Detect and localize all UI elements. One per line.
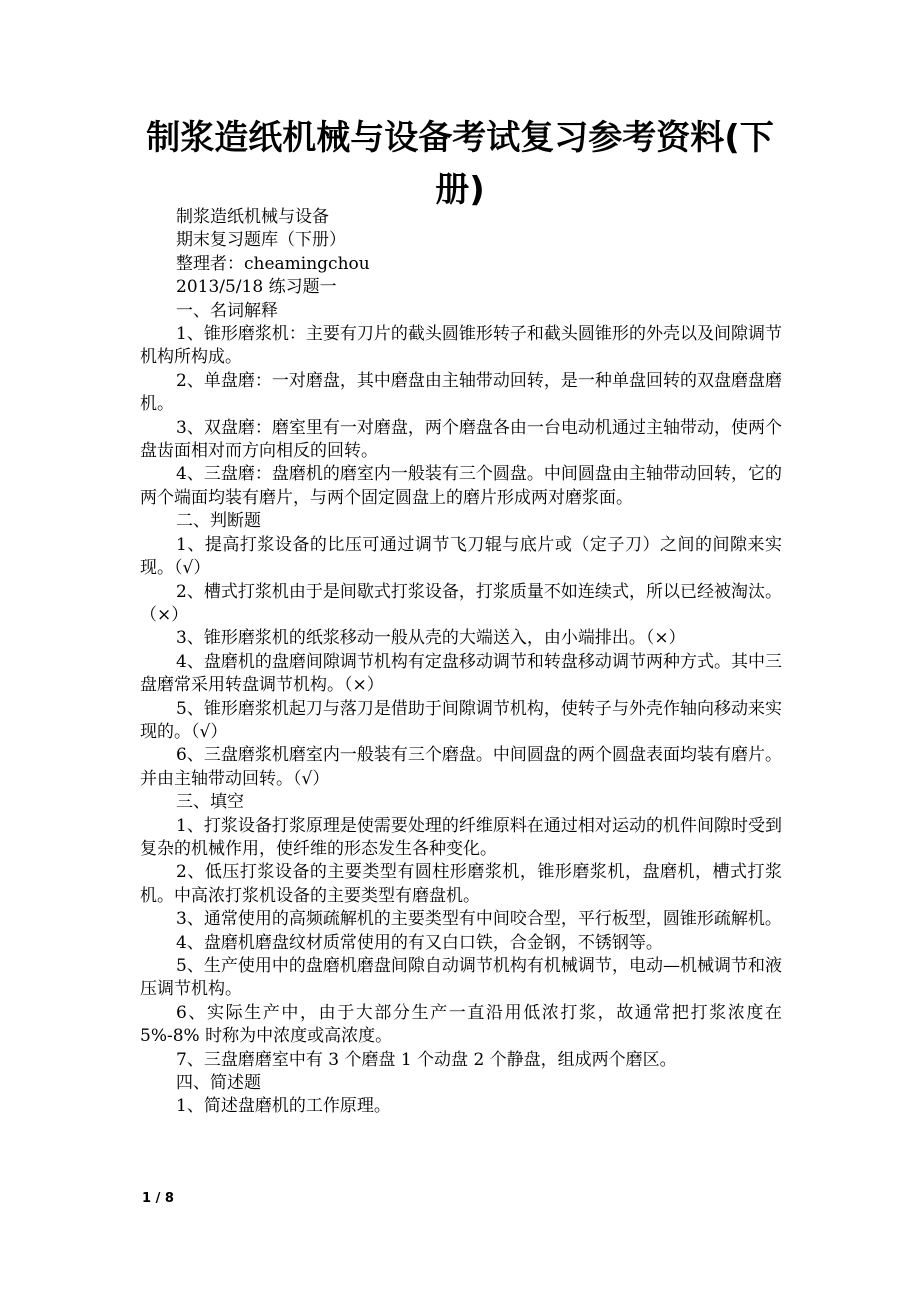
section-heading: 三、填空	[176, 792, 244, 813]
paragraph: 制浆造纸机械与设备	[176, 207, 329, 227]
paragraph: 2、单盘磨：一对磨盘，其中磨盘由主轴带动回转，是一种单盘回转的双盘磨盘磨机。	[140, 370, 782, 415]
paragraph: 2013/5/18 练习题一	[176, 277, 337, 298]
paragraph: 3、通常使用的高频疏解机的主要类型有中间咬合型，平行板型，圆锥形疏解机。	[176, 909, 782, 930]
section-heading: 二、判断题	[176, 511, 261, 532]
paragraph: 5、生产使用中的盘磨机磨盘间隙自动调节机构有机械调节，电动—机械调节和液压调节机构。	[140, 956, 782, 1000]
paragraph: 2、槽式打浆机由于是间歇式打浆设备，打浆质量不如连续式，所以已经被淘汰。（×）	[140, 581, 782, 625]
paragraph: 4、盘磨机磨盘纹材质常使用的有又白口铁，合金钢，不锈钢等。	[176, 932, 663, 953]
paragraph: 1、提高打浆设备的比压可通过调节飞刀辊与底片或（定子刀）之间的间隙来实现。（√）	[140, 534, 782, 579]
paragraph: 3、双盘磨：磨室里有一对磨盘，两个磨盘各由一台电动机通过主轴带动，使两个盘齿面相对而方向相反的回转。	[140, 417, 782, 462]
paragraph: 4、三盘磨：盘磨机的磨室内一般装有三个圆盘。中间圆盘由主轴带动回转，它的两个端面均装有磨片，与两个固定圆盘上的磨片形成两对磨浆面。	[140, 464, 782, 508]
paragraph: 3、锥形磨浆机的纸浆移动一般从壳的大端送入，由小端排出。（×）	[176, 628, 686, 649]
paragraph: 6、三盘磨浆机磨室内一般装有三个磨盘。中间圆盘的两个圆盘表面均装有磨片。并由主轴带动回转。（√）	[140, 745, 782, 789]
paragraph: 1、锥形磨浆机：主要有刀片的截头圆锥形转子和截头圆锥形的外壳以及间隙调节机构所构成。	[140, 324, 782, 368]
paragraph: 6、实际生产中，由于大部分生产一直沿用低浓打浆，故通常把打浆浓度在5%-8% 时称为中浓度或高浓度。	[140, 1002, 782, 1047]
paragraph: 1、简述盘磨机的工作原理。	[176, 1096, 391, 1117]
paragraph: 4、盘磨机的盘磨间隙调节机构有定盘移动调节和转盘移动调节两种方式。其中三盘磨常采用转盘调节机构。（×）	[140, 651, 782, 696]
section-heading: 四、简述题	[176, 1073, 261, 1094]
paragraph: 5、锥形磨浆机起刀与落刀是借助于间隙调节机构，使转子与外壳作轴向移动来实现的。（√）	[140, 698, 782, 742]
paragraph: 期末复习题库（下册）	[176, 230, 346, 251]
document-body	[140, 206, 782, 1119]
page-number: 1 / 8	[142, 1191, 174, 1206]
paragraph: 2、低压打浆设备的主要类型有圆柱形磨浆机，锥形磨浆机，盘磨机，槽式打浆机。中高浓打浆机设备的主要类型有磨盘机。	[140, 862, 782, 906]
paragraph: 整理者：cheamingchou	[176, 253, 370, 274]
document-title: 制浆造纸机械与设备考试复习参考资料(下册)	[146, 118, 774, 210]
section-heading: 一、名词解释	[176, 300, 278, 321]
paragraph: 7、三盘磨磨室中有 3 个磨盘 1 个动盘 2 个静盘，组成两个磨区。	[176, 1049, 677, 1070]
paragraph: 1、打浆设备打浆原理是使需要处理的纤维原料在通过相对运动的机件间隙时受到复杂的机械作用，使纤维的形态发生各种变化。	[140, 815, 782, 859]
